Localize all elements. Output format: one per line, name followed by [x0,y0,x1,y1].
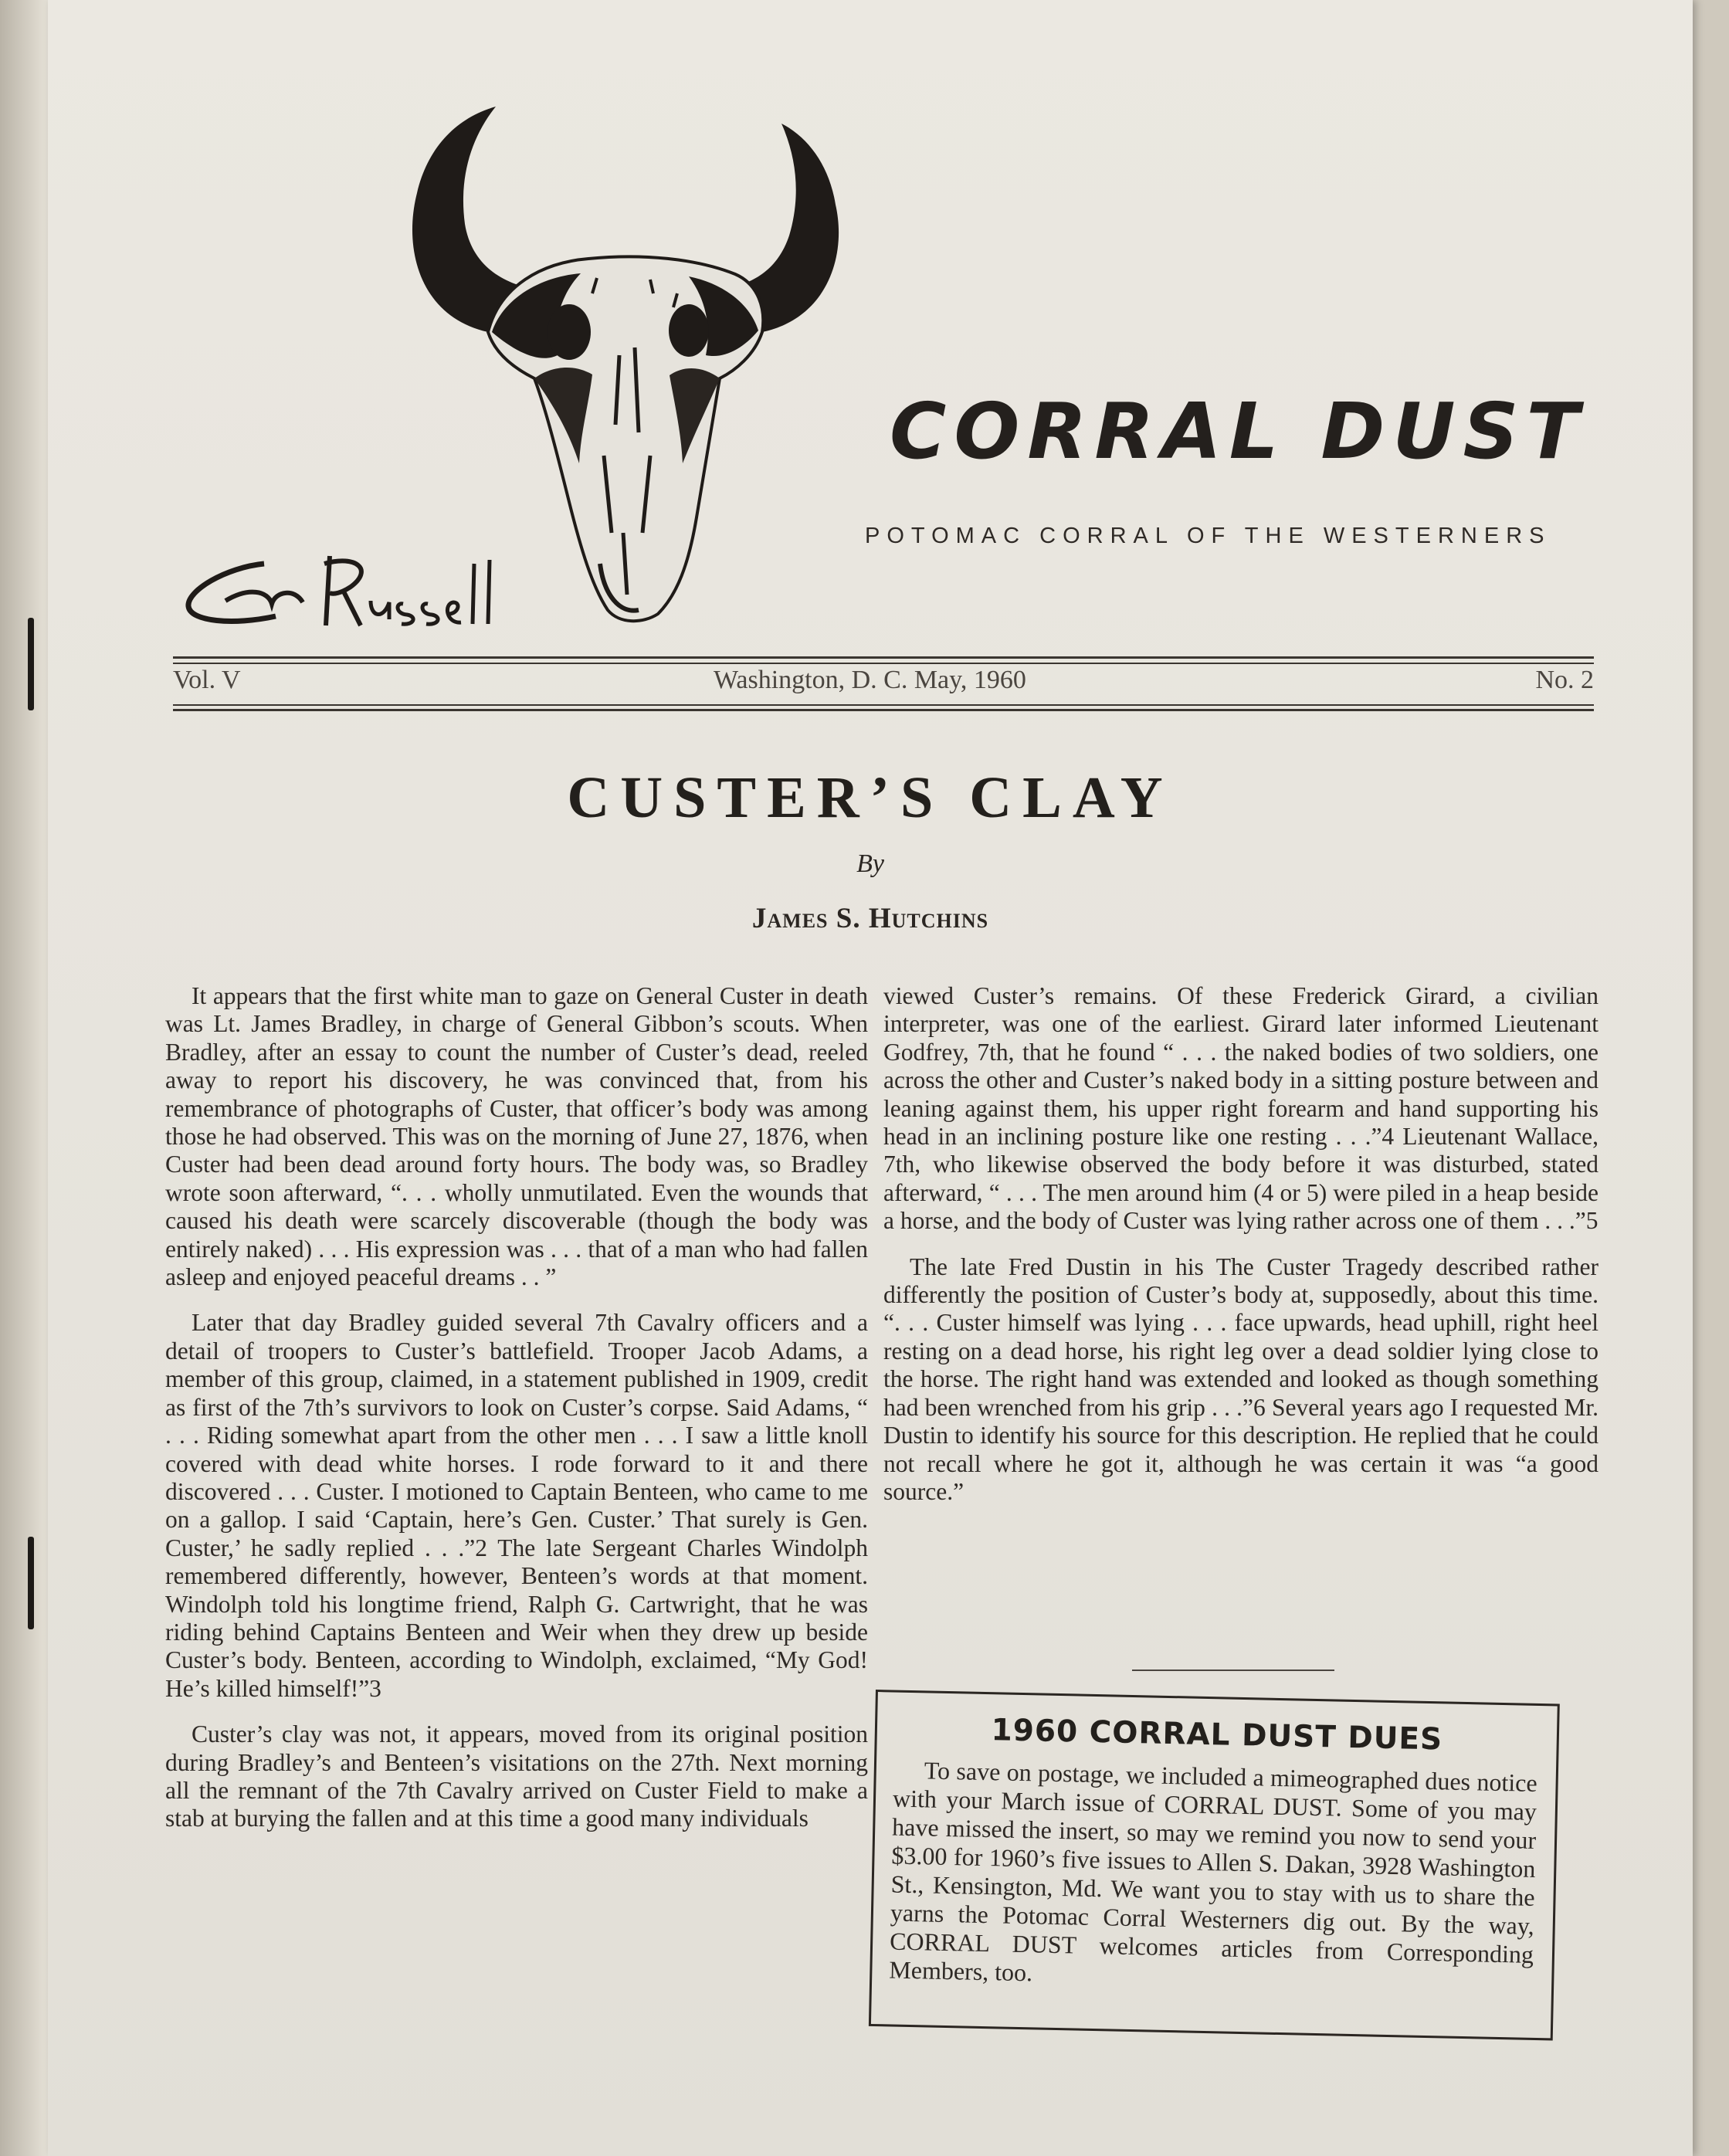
volume-label: Vol. V [173,666,241,694]
dues-text [889,1756,1537,1998]
bottom-rule [173,709,1594,711]
top-rule-thin [173,663,1594,664]
cm-russell-signature [171,533,573,649]
staple [28,1537,34,1629]
binding-edge [0,0,48,2156]
paragraph: Later that day Bradley guided several 7th Cavalry officers and a detail of troopers to Custer’s battlefield. Trooper Jacob Adams, a member of this group, claimed, in a statement published in 1909, credit as first of the 7th’s survivors to look on Custer’s corpse. Said Adams, “ . . . Riding somewhat apart from the other men . . . I saw a little knoll covered with dead white horses. I rode forward to it and there discovered . . . Custer. I motioned to Captain Benteen, who came to me on a gallop. I said ‘Captain, here’s Gen. Custer.’ That surely is Gen. Custer,’ he sadly replied . . .”2 The late Sergeant Charles Windolph remembered differently, however, Benteen’s words at that moment. Windolph told his longtime friend, Ralph G. Cartwright, that he was riding behind Captains Benteen and Weir when they drew up beside Custer’s body. Benteen, according to Windolph, exclaimed, “My God! He’s killed himself!”3 [165,1309,868,1702]
issue-info-bar [173,666,1594,704]
bottom-rule-thin [173,704,1594,706]
article-title: CUSTER’S CLAY [567,765,1174,830]
article-column-right [883,982,1598,1524]
masthead-title: CORRAL DUST [890,386,1587,476]
paragraph: It appears that the first white man to gaze on General Custer in death was Lt. James Bradley, in charge of General Gibbon’s scouts. When Bradley, after an essay to count the number of Custer’s dead, reeled away to report his discovery, he was convinced that, from his remembrance of photographs of Custer, that officer’s body was among those he had observed. This was on the morning of June 27, 1876, when Custer had been dead around forty hours. The body was, so Bradley wrote soon afterward, “. . . wholly unmutilated. Even the wounds that caused his death were scarcely discoverable (though the body was entirely naked) . . . His expression was . . . that of a man who had fallen asleep and enjoyed peaceful dreams . . ” [165,982,868,1291]
section-divider [1132,1670,1334,1671]
paragraph: viewed Custer’s remains. Of these Frederick Girard, a civilian interpreter, was one of the earliest. Girard later informed Lieutenant Godfrey, 7th, that he found “ . . . the naked bodies of two soldiers, one across the other and Custer’s naked body in a sitting posture between and leaning against them, his upper right forearm and hand supporting his head in an inclining posture like one resting . . .”4 Lieutenant Wallace, 7th, who likewise observed the body before it was disturbed, stated afterward, “ . . . The men around him (4 or 5) were piled in a heap beside a horse, and the body of Custer was lying rather across one of them . . .”5 [883,982,1598,1235]
dues-paragraph: To save on postage, we included a mimeographed dues notice with your March issue of CORRAL DUST. Some of you may have missed the insert, so may we remind you now to send your $3.00 for 1960’s five issues to Allen S. Dakan, 3928 Washington St., Kensington, Md. We want you to stay with us to share the yarns the Potomac Corral Westerners dig out. By the way, CORRAL DUST welcomes articles from Corresponding Members, too. [889,1756,1538,1987]
staple [28,618,34,710]
byline-author: James S. Hutchins [751,903,989,934]
paragraph: Custer’s clay was not, it appears, moved from its original position during Bradley’s and Benteen’s visitations on the 27th. Next morning all the remnant of the 7th Cavalry arrived on Custer Field to make a stab at burying the fallen and at this time a good many individuals [165,1720,868,1832]
masthead-subtitle: POTOMAC CORRAL OF THE WESTERNERS [865,524,1551,548]
place-date: Washington, D. C. May, 1960 [714,666,1026,694]
dues-notice-box [869,1690,1560,2040]
paragraph: The late Fred Dustin in his The Custer Tragedy described rather differently the position of Custer’s body at, supposedly, about this time. “. . . Custer himself was lying . . . face upwards, head uphill, right heel resting on a dead horse, his right leg over a dead soldier lying close to the horse. The right hand was extended and looked as though something had been wrenched from his grip . . .”6 Several years ago I requested Mr. Dustin to identify his source for this description. He replied that he could not recall where he got it, although he was certain it was “a good source.” [883,1253,1598,1505]
newsletter-page [48,0,1693,2156]
article-column-left [165,982,868,1851]
dues-title: 1960 CORRAL DUST DUES [991,1713,1443,1758]
byline-by: By [856,849,884,878]
top-rule [173,656,1594,659]
issue-number: No. 2 [1535,666,1594,694]
